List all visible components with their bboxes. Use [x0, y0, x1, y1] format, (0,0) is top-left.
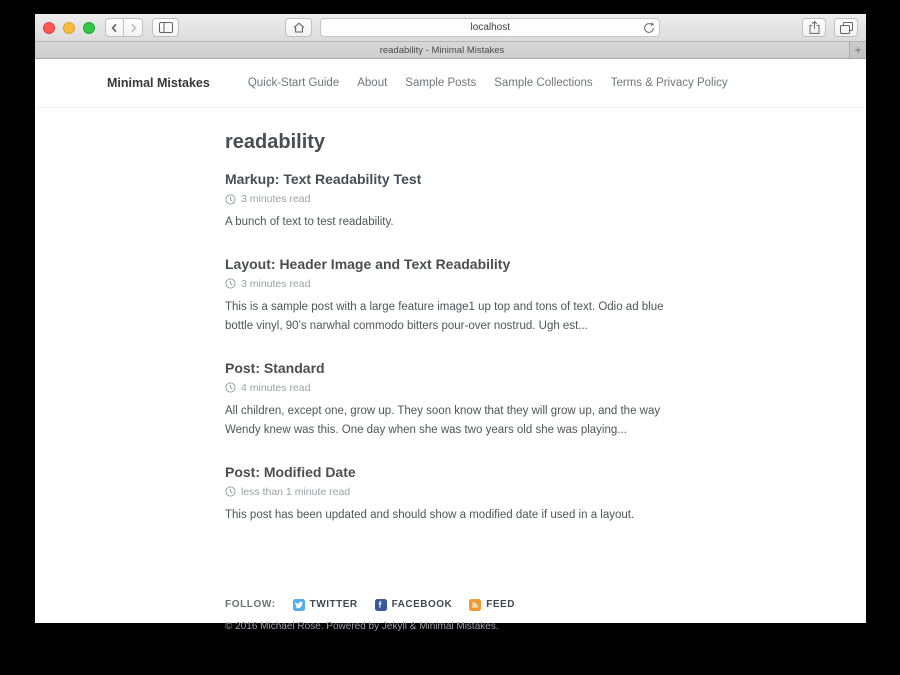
post-title-link[interactable]: Post: Modified Date [225, 463, 356, 480]
nav-item-sample-posts[interactable]: Sample Posts [405, 77, 477, 89]
post-meta [225, 382, 685, 394]
tab-title: readability - Minimal Mistakes [379, 44, 505, 56]
post-title-link[interactable]: Markup: Text Readability Test [225, 171, 422, 187]
facebook-label: FACEBOOK [391, 599, 453, 611]
post-excerpt: This post has been updated and should show a modified date if used in a layout. [225, 508, 635, 521]
tab-overview-icon [840, 22, 853, 34]
zoom-button[interactable] [83, 22, 95, 34]
history-nav [105, 18, 143, 37]
share-button[interactable] [802, 18, 826, 37]
share-icon [809, 21, 820, 34]
new-tab-button[interactable] [849, 42, 866, 58]
sidebar-icon [159, 22, 173, 33]
active-tab[interactable] [35, 42, 849, 58]
home-icon [293, 22, 305, 33]
site-nav [248, 77, 728, 89]
address-bar[interactable] [320, 18, 660, 37]
facebook-icon [375, 599, 387, 611]
site-footer [225, 599, 866, 632]
follow-row [225, 599, 866, 611]
tab-bar [35, 42, 866, 59]
post-item [225, 256, 685, 336]
post-title-link[interactable]: Post: Standard [225, 359, 325, 376]
nav-item-sample-collections[interactable]: Sample Collections [494, 77, 593, 89]
feed-label: FEED [486, 599, 515, 611]
copyright-text: © 2016 Michael Rose. Powered by [225, 620, 382, 632]
tab-overview-button[interactable] [834, 18, 858, 37]
sidebar-button[interactable] [152, 18, 179, 37]
back-button[interactable] [105, 18, 124, 37]
rss-icon [469, 599, 481, 611]
read-time: less than 1 minute read [241, 485, 351, 498]
chevron-right-icon [129, 23, 138, 33]
nav-item-terms-privacy[interactable]: Terms & Privacy Policy [610, 77, 728, 89]
close-button[interactable] [43, 22, 55, 34]
post-excerpt: All children, except one, grow up. They soon know that they will grow up, and the way Wendy knew was this. One day when she was two years old she was playing... [225, 404, 661, 436]
browser-toolbar [35, 14, 866, 42]
clock-icon [225, 278, 236, 289]
post-meta [225, 486, 685, 498]
archive-content [225, 108, 685, 525]
nav-item-quick-start-guide[interactable]: Quick-Start Guide [247, 77, 340, 89]
minimize-button[interactable] [63, 22, 75, 34]
copyright-separator: & [406, 620, 420, 632]
site-title-link[interactable]: Minimal Mistakes [107, 76, 210, 90]
minimal-mistakes-link[interactable]: Minimal Mistakes [419, 620, 496, 632]
read-time: 4 minutes read [241, 381, 311, 394]
page-title: readability [225, 131, 326, 153]
nav-item-about[interactable]: About [357, 77, 388, 89]
clock-icon [225, 382, 236, 393]
twitter-icon [293, 599, 305, 611]
post-excerpt: A bunch of text to test readability. [225, 216, 394, 228]
copyright-line [225, 621, 866, 632]
read-time: 3 minutes read [241, 277, 311, 290]
browser-window [35, 14, 866, 632]
web-page [35, 59, 866, 632]
post-excerpt: This is a sample post with a large feature image1 up top and tons of text. Odio ad blue bottle vinyl, 90’s narwhal commodo bitters pour-over nostrud. Ugh est... [225, 300, 664, 332]
post-item [225, 464, 685, 525]
feed-link[interactable] [469, 599, 515, 611]
clock-icon [225, 486, 236, 497]
window-controls [43, 22, 95, 34]
site-masthead [35, 59, 866, 108]
twitter-label: TWITTER [309, 599, 358, 611]
chevron-left-icon [110, 23, 119, 33]
follow-label: FOLLOW: [225, 599, 276, 611]
read-time: 3 minutes read [241, 193, 311, 205]
clock-icon [225, 194, 236, 205]
forward-button[interactable] [124, 18, 143, 37]
post-item [225, 360, 685, 440]
post-title-link[interactable]: Layout: Header Image and Text Readability [225, 255, 511, 272]
home-button[interactable] [285, 18, 312, 37]
copyright-suffix: . [495, 620, 499, 632]
post-meta [225, 278, 685, 290]
refresh-button[interactable] [643, 22, 655, 34]
url-text: localhost [470, 22, 511, 33]
twitter-link[interactable] [293, 599, 358, 611]
jekyll-link[interactable]: Jekyll [381, 620, 407, 632]
post-meta [225, 193, 685, 205]
post-item [225, 171, 685, 232]
plus-icon: + [854, 43, 862, 57]
facebook-link[interactable] [375, 599, 453, 611]
